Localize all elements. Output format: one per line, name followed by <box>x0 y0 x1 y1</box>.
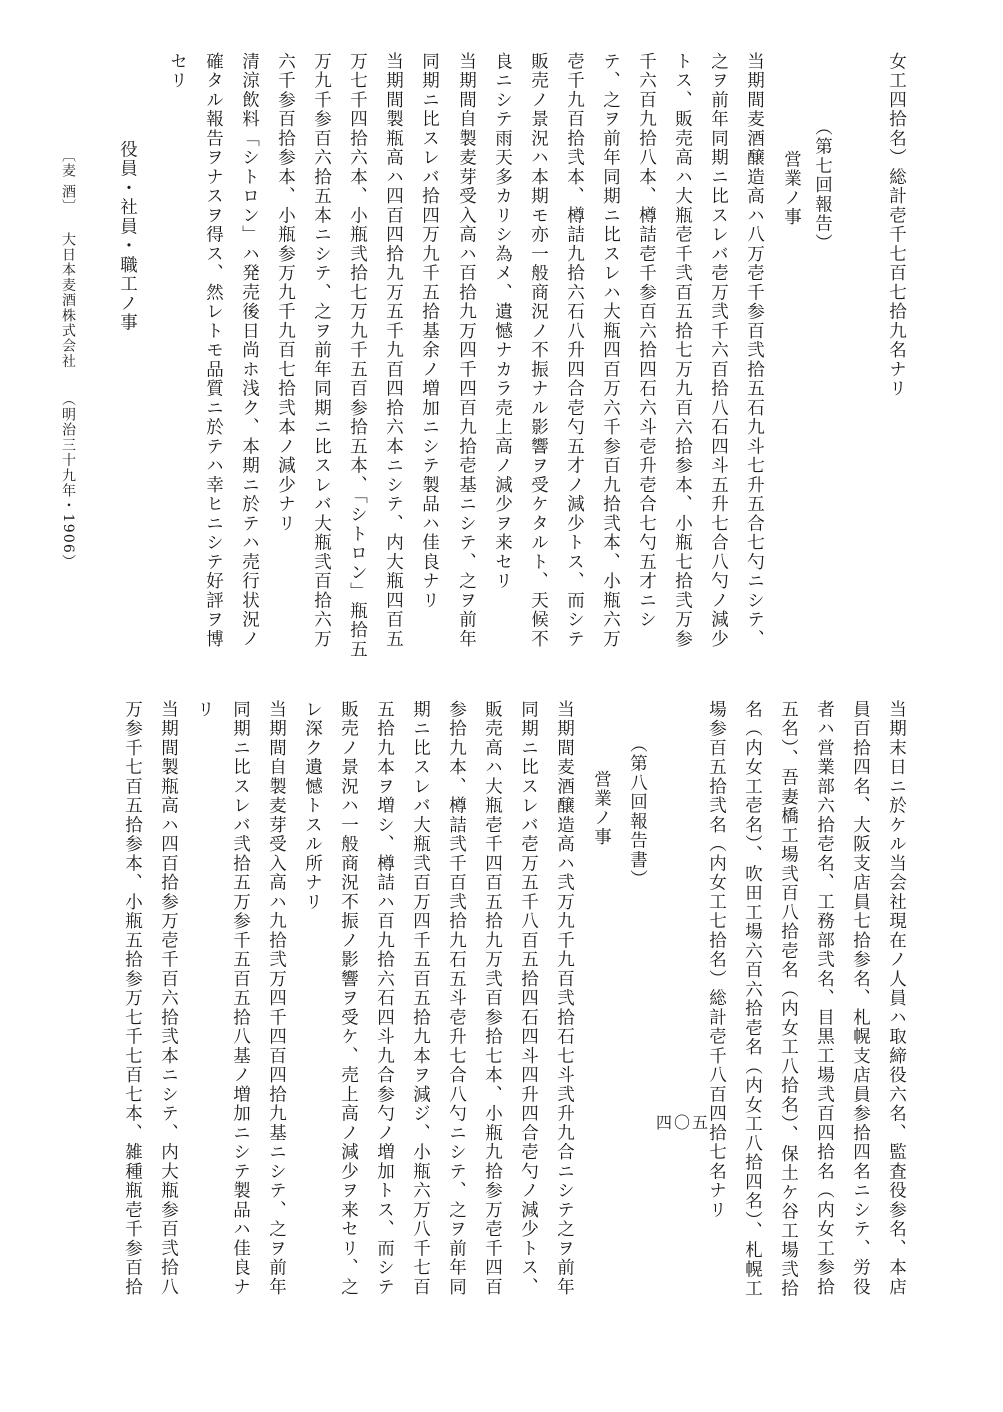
text-column: 清涼飲料「シトロン」ハ発売後日尚ホ浅ク、本期ニ於テハ売行状況ノ <box>239 52 260 649</box>
text-column: 当期間麦酒醸造高ハ弐万九千九百弐拾石七斗弐升九合ニシテ之ヲ前年 <box>554 700 575 1297</box>
text-column: 同期ニ比スレバ拾四万九千五拾基余ノ増加ニシテ製品ハ佳良ナリ <box>419 52 440 611</box>
text-column: 確タル報告ヲナスヲ得ス、然レトモ品質ニ於テハ幸ヒニシテ好評ヲ博 <box>203 52 224 649</box>
footer-company: 大日本麦酒株式会社 <box>60 232 76 369</box>
text-column: 良ニシテ雨天多カリシ為メ、遺憾ナカラ売上高ノ減少ヲ来セリ <box>492 52 513 591</box>
text-column: 当期間製瓶高ハ四百拾参万壱千百六拾弐本ニシテ、内大瓶参百弐拾八 <box>158 700 179 1297</box>
text-column: 万七千四拾六本、小瓶弐拾七万九千五百参拾五本、「シトロン」瓶拾五 <box>347 52 368 660</box>
report-heading-8: （第八回報告書） <box>627 735 648 889</box>
text-column: 員百拾四名、大阪支店員七拾参名、札幌支店員参拾四名ニシテ、労役 <box>850 700 871 1297</box>
text-column: 販売高ハ大瓶壱千四百五拾九万弐百参拾七本、小瓶九拾参万壱千四百 <box>482 700 503 1297</box>
text-column: 万九千参百六拾五本ニシテ、之ヲ前年同期ニ比スレバ大瓶弐百拾六万 <box>311 52 332 649</box>
text-column: リ <box>194 700 215 720</box>
text-column: 当期間製瓶高ハ四百四拾九万五千九百四拾六本ニシテ、内大瓶四百五 <box>383 52 404 649</box>
text-column: セリ <box>167 52 188 91</box>
text-column: 五拾九本ヲ増シ、樽詰ハ百九拾六石四斗九合参勺ノ増加トス、而シテ <box>374 700 395 1297</box>
text-column: 者ハ営業部六拾壱名、工務部弐名、目黒工場弐百四拾名（内女工参拾 <box>814 700 835 1297</box>
text-column: 万参千七百五拾参本、小瓶五拾参万七千七百七本、雑種瓶壱千参百拾 <box>122 700 143 1297</box>
text-column: 之ヲ前年同期ニ比スレバ壱万弐千六百拾八石四斗五升七合八勺ノ減少 <box>708 52 729 649</box>
footer-category: 〔麦 酒〕 <box>60 148 76 215</box>
text-column: レ深ク遺憾トスル所ナリ <box>302 700 323 912</box>
text-column: 六千参百拾参本、小瓶参万九千九百七拾弐本ノ減少ナリ <box>275 52 296 534</box>
text-column: 販売ノ景況ハ本期モ亦一般商況ノ不振ナル影響ヲ受ケタルト、天候不 <box>528 52 549 649</box>
page-number: 四〇五 <box>656 1113 711 1132</box>
text-column: 販売ノ景況ハ一般商況不振ノ影響ヲ受ケ、売上高ノ減少ヲ来セリ、之 <box>338 700 359 1297</box>
text-column: 参拾九本、樽詰弐千百弐拾九石五斗壱升七合八勺ニシテ、之ヲ前年同 <box>446 700 467 1297</box>
section-heading-business: 営業ノ事 <box>591 770 612 847</box>
text-column: 当期間自製麦芽受入高ハ百拾九万四千四百九拾壱基ニシテ、之ヲ前年 <box>456 52 477 649</box>
text-column: 五名）、吾妻橋工場弐百八拾壱名（内女工八拾名）、保土ケ谷工場弐拾 <box>778 700 799 1299</box>
text-column: 千六百九拾八本、樽詰壱千参百六拾四石六斗壱升壱合七勺五才ニシ <box>636 52 657 630</box>
text-column: 場参百五拾弐名（内女工七拾名）総計壱千八百四拾七名ナリ <box>706 700 727 1220</box>
text-column: 同期ニ比スレバ壱万五千八百五拾四石四斗四升四合壱勺ノ減少トス、 <box>518 700 539 1297</box>
text-column: 期ニ比スレバ大瓶弐百万四千五百五拾九本ヲ減ジ、小瓶六万八千七百 <box>410 700 431 1297</box>
section-heading-business: 営業ノ事 <box>781 150 802 227</box>
text-column: 当期間麦酒醸造高ハ八万壱千参百弐拾五石九斗七升五合七勺ニシテ、 <box>744 52 765 649</box>
report-heading-7: （第七回報告） <box>812 118 833 253</box>
footer-era: （明治三十九年・1906） <box>60 392 76 570</box>
text-column: 当期末日ニ於ケル当会社現在ノ人員ハ取締役六名、監査役参名、本店 <box>886 700 907 1297</box>
text-column: テ、之ヲ前年同期ニ比スレハ大瓶四百万六千参百九拾弐本、小瓶六万 <box>600 52 621 649</box>
text-column: 同期ニ比スレバ弐拾五万参千五百五拾八基ノ増加ニシテ製品ハ佳良ナ <box>230 700 251 1297</box>
section-heading-staff: 役員・社員・職工ノ事 <box>117 140 138 333</box>
text-column: 女工四拾名）総計壱千七百七拾九名ナリ <box>886 52 907 399</box>
text-column: 名（内女工壱名）、吹田工場六百六拾壱名（内女工八拾四名）、札幌工 <box>742 700 763 1299</box>
text-column: トス、販売高ハ大瓶壱千弐百五拾七万九百六拾参本、小瓶七拾弐万参 <box>672 52 693 649</box>
text-column: 壱千九百拾弐本、樽詰九拾六石八升四合壱勺五才ノ減少トス、而シテ <box>564 52 585 649</box>
text-column: 当期間自製麦芽受入高ハ九拾弐万四千四百四拾九基ニシテ、之ヲ前年 <box>266 700 287 1297</box>
